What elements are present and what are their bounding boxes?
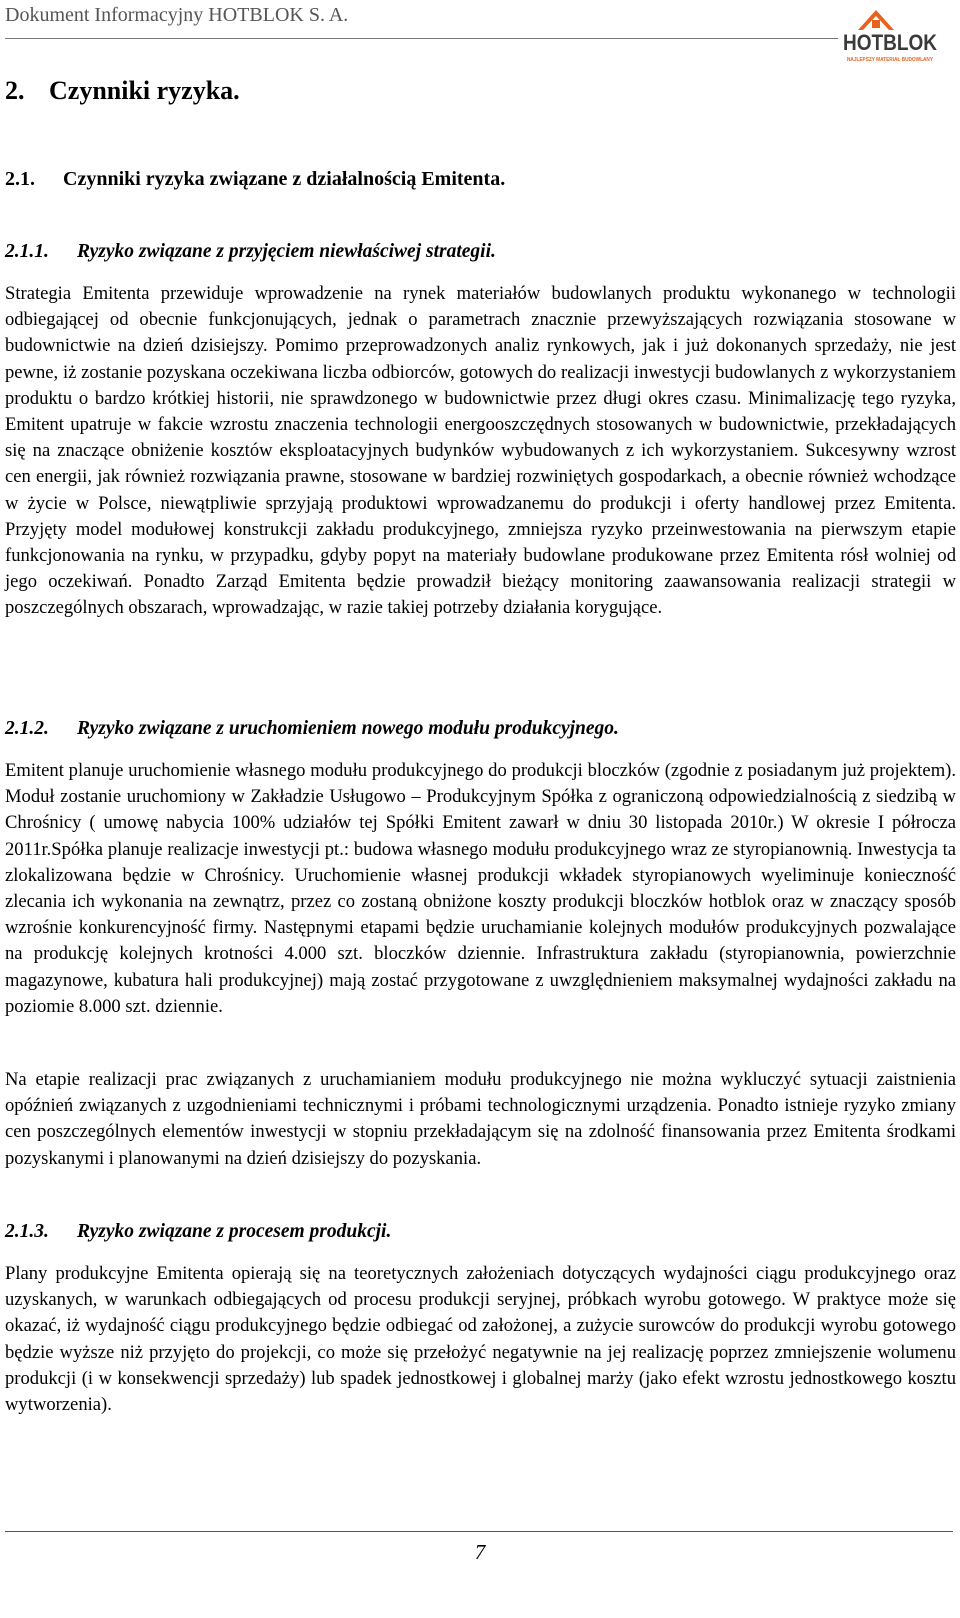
risk-title: Ryzyko związane z procesem produkcji. xyxy=(77,1221,392,1242)
risk-number: 2.1.3. xyxy=(5,1221,49,1242)
risk-title: Ryzyko związane z uruchomieniem nowego modułu produkcyjnego. xyxy=(77,718,619,739)
section-number: 2. xyxy=(5,76,25,105)
risk-heading xyxy=(5,241,496,263)
logo-tagline: NAJLEPSZY MATERIAŁ BUDOWLANY xyxy=(847,57,934,63)
subsection-heading xyxy=(5,168,505,191)
house-roof-icon xyxy=(858,10,894,30)
header-divider xyxy=(5,38,838,39)
risk-number: 2.1.1. xyxy=(5,241,49,262)
logo-wordmark: HOTBLOK xyxy=(843,30,938,55)
risk-number: 2.1.2. xyxy=(5,718,49,739)
risk-paragraph: Plany produkcyjne Emitenta opierają się na teoretycznych założeniach dotyczących wydajności ciągu produkcyjnego oraz uzyskanych, w warunkach odbiegających od procesu produkcji seryjnej, próbkach wyrobu gotowego. W praktyce może się okazać, iż wydajność ciągu produkcyjnego będzie odbiegać od założonej, a zużycie surowców do produkcji wyrobu gotowego będzie wyższe niż przyjęto do projekcji, co może się przełożyć negatywnie na jej realizację poprzez zmniejszenie wolumenu produkcji (i w konsekwencji sprzedaży) lub spadek jednostkowej i globalnej marży (jako efekt wzrostu jednostkowego kosztu wytworzenia). xyxy=(5,1263,956,1416)
risk-paragraph: Na etapie realizacji prac związanych z uruchamianiem modułu produkcyjnego nie można wykluczyć sytuacji zaistnienia opóźnień związanych z uzgodnieniami technicznymi i próbami technologicznymi urządzenia. Ponadto istnieje ryzyko zmiany cen poszczególnych elementów inwestycji w stopniu przekładającym się na zdolność finansowania przez Emitenta środkami pozyskanymi i planowanymi na dzień dzisiejszy do pozyskania. xyxy=(5,1069,956,1169)
risk-paragraph: Emitent planuje uruchomienie własnego modułu produkcyjnego do produkcji bloczków (zgodnie z posiadanym już projektem). Moduł zostanie uruchomiony w Zakładzie Usługowo – Produkcyjnym Spółka z ograniczoną odpowiedzialnością z siedzibą w Chrośnicy ( umowę nabycia 100% udziałów tej Spółki Emitent zawarł w dniu 30 listopada 2010r.) W okresie I półrocza 2011r.Spółka planuje realizacje inwestycji pt.: budowa własnego modułu produkcyjnego wraz ze styropianownią. Inwestycja ta zlokalizowana będzie w Chrośnicy. Uruchomienie własnej produkcji wkładek styropianowych wyeliminuje konieczność zlecania ich wykonania na zewnątrz, przez co zostaną obniżone koszty produkcji bloczków hotblok oraz w znaczący sposób wzrośnie konkurencyjność firmy. Następnymi etapami będzie uruchamianie kolejnych modułów produkcyjnych pozwalające na produkcję kolejnych krotności 4.000 szt. bloczków dziennie. Infrastruktura zakładu (styropianownia, powierzchnie magazynowe, kubatura hali produkcyjnej) mają zostać przygotowane z uwzględnieniem maksymalnej wydajności zakładu na poziomie 8.000 szt. dziennie. xyxy=(5,760,956,1017)
risk-heading xyxy=(5,1221,391,1243)
risk-title: Ryzyko związane z przyjęciem niewłaściwej strategii. xyxy=(77,241,496,262)
section-title: Czynniki ryzyka. xyxy=(49,76,240,105)
subsection-number: 2.1. xyxy=(5,168,35,190)
footer-divider xyxy=(5,1531,953,1532)
page-number: 7 xyxy=(474,1540,486,1564)
hotblok-logo xyxy=(842,4,942,64)
risk-heading xyxy=(5,718,619,740)
section-heading xyxy=(5,76,240,106)
risk-paragraph: Strategia Emitenta przewiduje wprowadzenie na rynek materiałów budowlanych produktu wykonanego w technologii odbiegającej od obecnie funkcjonujących, jednak o parametrach znacznie przewyższających rozwiązania stosowane w budownictwie na dzień dzisiejszy. Pomimo przeprowadzonych analiz rynkowych, jak i już dokonanych sprzedaży, nie jest pewne, iż zostanie pozyskana oczekiwana liczba odbiorców, gotowych do realizacji inwestycji budowlanych z wykorzystaniem produktu o bardzo krótkiej historii, nie sprawdzonego w budownictwie przez długi okres czasu. Minimalizację tego ryzyka, Emitent upatruje w fakcie wzrostu znaczenia technologii energooszczędnych stosowanych w budownictwie, przekładających się na znaczące obniżenie kosztów eksploatacyjnych budynków wybudowanych z ich wykorzystaniem. Sukcesywny wzrost cen energii, jak również rozwiązania prawne, stosowane w bardziej rozwiniętych gospodarkach, a obecnie również wchodzące w życie w Polsce, niewątpliwie sprzyjają produktowi wprowadzanemu do produkcji i oferty handlowej przez Emitenta. Przyjęty model modułowej konstrukcji zakładu produkcyjnego, zmniejsza ryzyko przeinwestowania na pierwszym etapie funkcjonowania na rynku, w przypadku, gdyby popyt na materiały budowlane produkowane przez Emitenta rósł wolniej od jego oczekiwań. Ponadto Zarząd Emitenta będzie prowadził bieżący monitoring zaawansowania realizacji strategii w poszczególnych obszarach, wprowadzając, w razie takiej potrzeby działania korygujące. xyxy=(5,283,956,619)
subsection-title: Czynniki ryzyka związane z działalnością Emitenta. xyxy=(63,168,506,190)
document-header-title: Dokument Informacyjny HOTBLOK S. A. xyxy=(5,4,349,26)
